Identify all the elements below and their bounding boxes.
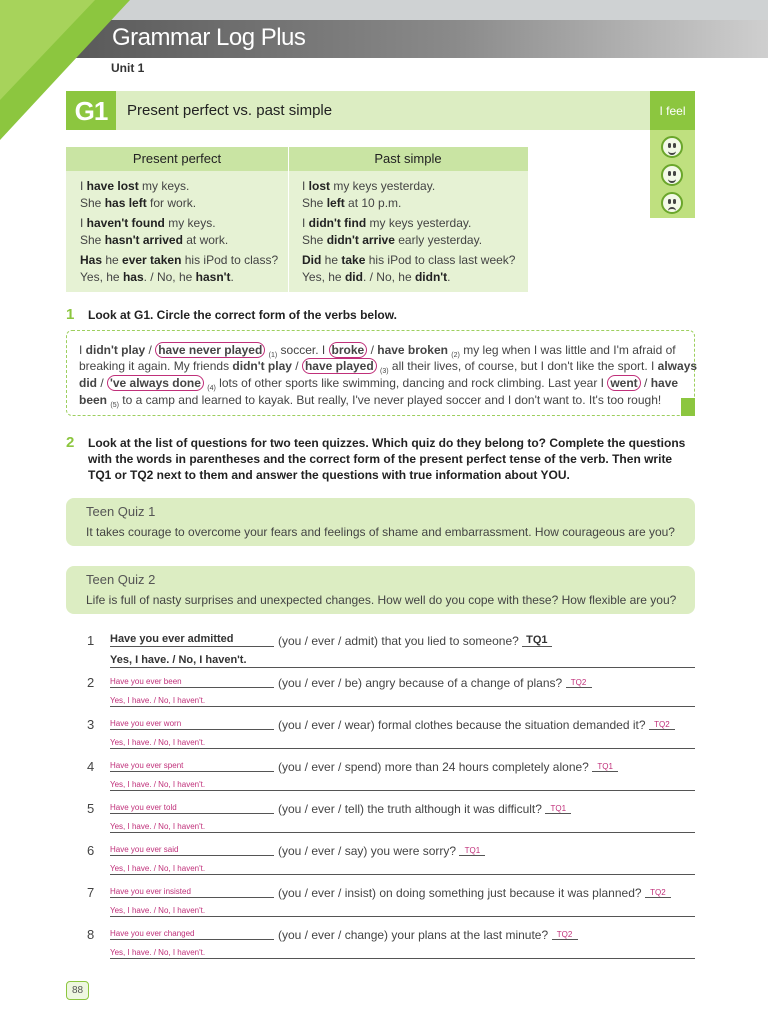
answer-fill-field[interactable]: Have you ever spent — [110, 761, 274, 772]
quiz-label-field[interactable]: TQ2 — [645, 888, 671, 898]
question-prompt-text: (you / ever / admit) that you lied to someone? — [278, 634, 519, 648]
table-cell-past-simple: I didn't find my keys yesterday. — [302, 216, 472, 230]
circled-answer[interactable]: 've always done — [107, 375, 204, 391]
exercise-line: I didn't play / have never played $_{(1)}$ soccer. I broke / have broken $_{(2)}$ my leg when I was little and I'm afraid of — [79, 343, 676, 359]
answer-line[interactable]: Yes, I have. / No, I haven't. — [110, 653, 695, 668]
circled-answer[interactable]: have never played — [155, 342, 265, 358]
question-number: 6 — [87, 843, 95, 858]
question-prompt-text: (you / ever / say) you were sorry? — [278, 844, 457, 858]
page-number: 88 — [66, 981, 89, 1000]
answer-line[interactable]: Yes, I have. / No, I haven't. — [110, 906, 695, 917]
question-prompt — [278, 844, 485, 858]
unit-label: Unit 1 — [111, 61, 145, 75]
exercise-instruction: Look at G1. Circle the correct form of the verbs below. — [88, 308, 397, 322]
answer-line[interactable]: Yes, I have. / No, I haven't. — [110, 780, 695, 791]
question-number: 4 — [87, 759, 95, 774]
neutral-face-icon[interactable] — [661, 164, 683, 186]
exercise-line: been $_{(5)}$ to a camp and learned to kayak. But really, I've never played soccer and I don't want to. It's too rough! — [79, 393, 662, 409]
question-prompt-text: (you / ever / wear) formal clothes because the situation demanded it? — [278, 718, 646, 732]
exercise-instruction-line: TQ1 or TQ2 next to them and answer the questions with true information about YOU. — [88, 468, 570, 482]
answer-fill-field[interactable]: Have you ever insisted — [110, 887, 274, 898]
circled-answer[interactable]: broke — [329, 342, 368, 358]
circled-answer[interactable]: have played — [302, 358, 377, 374]
circled-answer[interactable]: went — [607, 375, 640, 391]
quiz-title: Teen Quiz 2 — [86, 572, 156, 587]
answer-fill-field[interactable]: Have you ever admitted — [110, 633, 274, 647]
quiz-label-field[interactable]: TQ2 — [566, 678, 592, 688]
question-prompt-text: (you / ever / spend) more than 24 hours completely alone? — [278, 760, 589, 774]
table-cell-present-perfect: Yes, he has. / No, he hasn't. — [80, 270, 234, 284]
exercise-instruction-line: Look at the list of questions for two teen quizzes. Which quiz do they belong to? Complete the questions — [88, 436, 686, 450]
table-cell-present-perfect: I haven't found my keys. — [80, 216, 216, 230]
answer-line[interactable]: Yes, I have. / No, I haven't. — [110, 738, 695, 749]
answer-line[interactable]: Yes, I have. / No, I haven't. — [110, 696, 695, 707]
question-prompt — [278, 760, 618, 774]
quiz-label-field[interactable]: TQ1 — [522, 634, 551, 647]
question-number: 2 — [87, 675, 95, 690]
answer-line[interactable]: Yes, I have. / No, I haven't. — [110, 864, 695, 875]
grammar-table — [66, 147, 528, 292]
table-cell-present-perfect: She has left for work. — [80, 196, 197, 210]
exercise-number: 1 — [66, 306, 75, 323]
answer-fill-field[interactable]: Have you ever worn — [110, 719, 274, 730]
table-cell-present-perfect: I have lost my keys. — [80, 179, 190, 193]
table-cell-past-simple: I lost my keys yesterday. — [302, 179, 436, 193]
table-cell-present-perfect: She hasn't arrived at work. — [80, 233, 229, 247]
quiz-title: Teen Quiz 1 — [86, 504, 156, 519]
table-header-past-simple: Past simple — [374, 151, 442, 166]
question-prompt — [278, 802, 571, 816]
quiz-label-field[interactable]: TQ2 — [649, 720, 675, 730]
question-prompt — [278, 928, 578, 942]
exercise-line: did / 've always done $_{(4)}$ lots of other sports like swimming, dancing and rock climbing. Last year I went / have — [79, 376, 679, 392]
section-badge: G1 — [66, 91, 116, 130]
answer-fill-field[interactable]: Have you ever been — [110, 677, 274, 688]
question-prompt-text: (you / ever / be) angry because of a change of plans? — [278, 676, 563, 690]
i-feel-label: I feel — [650, 91, 695, 130]
question-prompt-text: (you / ever / change) your plans at the last minute? — [278, 928, 549, 942]
quiz-description: It takes courage to overcome your fears and feelings of shame and embarrassment. How courageous are you? — [86, 525, 675, 539]
unsure-face-icon[interactable] — [661, 192, 683, 214]
teen-quiz-box — [66, 566, 695, 614]
quiz-label-field[interactable]: TQ1 — [545, 804, 571, 814]
answer-fill-field[interactable]: Have you ever said — [110, 845, 274, 856]
table-cell-past-simple: She didn't arrive early yesterday. — [302, 233, 483, 247]
quiz-label-field[interactable]: TQ2 — [552, 930, 578, 940]
question-number: 7 — [87, 885, 95, 900]
corner-decoration-light — [0, 0, 95, 100]
question-prompt — [278, 634, 552, 648]
exercise-line: breaking it again. My friends didn't play / have played $_{(3)}$ all their lives, of course, but I don't like the sport. I always — [79, 359, 698, 375]
page-title: Grammar Log Plus — [112, 24, 306, 51]
quiz-label-field[interactable]: TQ1 — [459, 846, 485, 856]
question-number: 3 — [87, 717, 95, 732]
exercise-instruction-line: with the words in parentheses and the correct form of the present perfect tense of the verb. Then write — [88, 452, 673, 466]
answer-line[interactable]: Yes, I have. / No, I haven't. — [110, 948, 695, 959]
answer-fill-field[interactable]: Have you ever changed — [110, 929, 274, 940]
exercise-number: 2 — [66, 434, 75, 451]
teen-quiz-box — [66, 498, 695, 546]
answer-fill-field[interactable]: Have you ever told — [110, 803, 274, 814]
question-number: 5 — [87, 801, 95, 816]
table-cell-past-simple: She left at 10 p.m. — [302, 196, 402, 210]
section-title: Present perfect vs. past simple — [127, 102, 333, 119]
table-cell-past-simple: Yes, he did. / No, he didn't. — [302, 270, 451, 284]
table-cell-present-perfect: Has he ever taken his iPod to class? — [80, 253, 279, 267]
box-corner — [681, 398, 695, 416]
question-prompt-text: (you / ever / insist) on doing something just because it was planned? — [278, 886, 642, 900]
question-prompt — [278, 886, 671, 900]
question-prompt — [278, 676, 592, 690]
question-prompt-text: (you / ever / tell) the truth although it was difficult? — [278, 802, 542, 816]
question-number: 8 — [87, 927, 95, 942]
table-cell-past-simple: Did he take his iPod to class last week? — [302, 253, 516, 267]
table-divider — [288, 147, 289, 292]
feeling-selector — [650, 130, 695, 218]
quiz-label-field[interactable]: TQ1 — [592, 762, 618, 772]
question-number: 1 — [87, 633, 95, 648]
question-prompt — [278, 718, 675, 732]
happy-face-icon[interactable] — [661, 136, 683, 158]
answer-line[interactable]: Yes, I have. / No, I haven't. — [110, 822, 695, 833]
quiz-description: Life is full of nasty surprises and unexpected changes. How well do you cope with these? How flexible are you? — [86, 593, 677, 607]
table-header-present-perfect: Present perfect — [132, 151, 222, 166]
